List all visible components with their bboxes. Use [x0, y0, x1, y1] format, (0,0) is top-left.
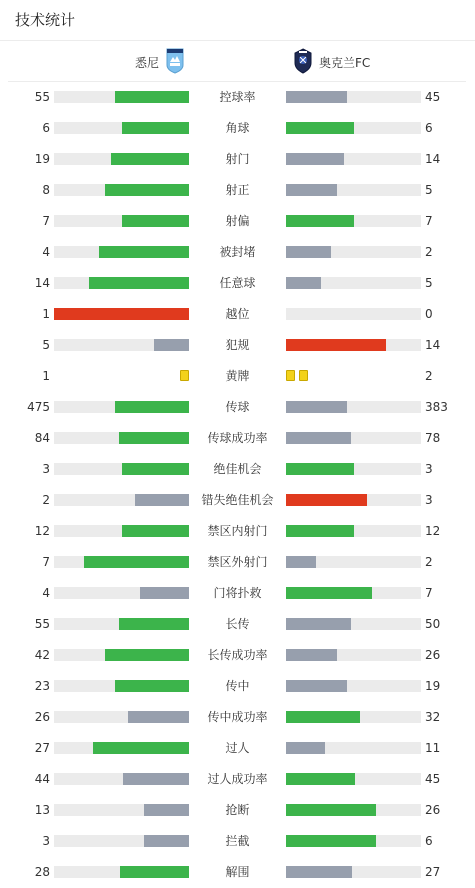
away-stat-value: 45: [425, 90, 441, 104]
title-divider: [0, 40, 475, 41]
home-stat-bar-fill: [119, 618, 189, 630]
away-stat-bar: [286, 556, 421, 568]
away-stat-bar-fill: [286, 215, 354, 227]
away-stat-value: 7: [425, 214, 433, 228]
auckland-fc-crest-icon: [293, 48, 313, 77]
home-stat-bar: [54, 494, 189, 506]
home-stat-bar-fill: [115, 680, 189, 692]
home-stat-bar-fill: [89, 277, 189, 289]
away-stat-bar-fill: [286, 246, 331, 258]
home-stat-value: 23: [34, 679, 50, 693]
home-stat-bar: [54, 184, 189, 196]
home-stat-value: 55: [34, 90, 50, 104]
home-stat-bar-fill: [122, 463, 190, 475]
stat-row: [0, 82, 475, 113]
stat-row: [0, 826, 475, 857]
away-stat-bar: [286, 773, 421, 785]
home-stat-bar: [54, 122, 189, 134]
home-stat-value: 55: [34, 617, 50, 631]
home-stat-bar-fill: [120, 866, 189, 878]
away-stat-bar-fill: [286, 91, 347, 103]
away-stat-bar: [286, 525, 421, 537]
away-stat-bar-fill: [286, 525, 354, 537]
away-stat-bar-fill: [286, 711, 360, 723]
home-stat-bar-fill: [54, 308, 189, 320]
home-stat-bar: [54, 463, 189, 475]
stat-row: [0, 485, 475, 516]
stat-row: [0, 206, 475, 237]
home-stat-bar-fill: [123, 773, 189, 785]
stat-row: [0, 330, 475, 361]
away-stat-value: 6: [425, 121, 433, 135]
away-stat-bar-fill: [286, 866, 352, 878]
away-stat-bar: [286, 277, 421, 289]
stat-row: [0, 795, 475, 826]
home-stat-bar-fill: [135, 494, 189, 506]
stat-row: [0, 702, 475, 733]
home-stat-value: 19: [34, 152, 50, 166]
away-stat-bar: [286, 618, 421, 630]
away-stat-bar-fill: [286, 339, 386, 351]
away-stat-value: 5: [425, 276, 433, 290]
stat-row: [0, 547, 475, 578]
stat-label: 禁区内射门: [207, 524, 268, 538]
home-stat-bar: [54, 742, 189, 754]
away-stat-bar-fill: [286, 494, 367, 506]
home-stat-value: 475: [27, 400, 50, 414]
home-stat-bar: [54, 153, 189, 165]
away-stat-bar: [286, 494, 421, 506]
away-stat-bar: [286, 246, 421, 258]
home-stat-bar: [54, 587, 189, 599]
home-stat-bar: [54, 804, 189, 816]
home-stat-value: 3: [42, 462, 50, 476]
home-stat-bar-fill: [119, 432, 189, 444]
away-stat-bar: [286, 649, 421, 661]
home-stat-value: 7: [42, 214, 50, 228]
away-stat-bar-fill: [286, 122, 354, 134]
home-stat-bar: [54, 649, 189, 661]
stat-row: [0, 609, 475, 640]
stat-row: [0, 113, 475, 144]
away-stat-bar: [286, 587, 421, 599]
away-stat-bar: [286, 835, 421, 847]
home-stat-bar: [54, 308, 189, 320]
away-stat-value: 11: [425, 741, 441, 755]
home-team-name: 悉尼: [134, 55, 159, 70]
stat-label: 门将扑救: [213, 586, 262, 600]
home-stat-bar: [54, 773, 189, 785]
stat-row: [0, 640, 475, 671]
away-stat-bar: [286, 339, 421, 351]
home-stat-bar: [54, 339, 189, 351]
home-stat-bar: [54, 618, 189, 630]
away-stat-value: 0: [425, 307, 433, 321]
home-stat-bar: [54, 866, 189, 878]
home-stat-bar-fill: [122, 215, 190, 227]
away-stat-value: 7: [425, 586, 433, 600]
home-stat-value: 84: [34, 431, 50, 445]
home-stat-bar-fill: [115, 91, 189, 103]
yellow-card-icon: [299, 370, 308, 381]
home-stat-bar-fill: [128, 711, 189, 723]
away-stat-value: 27: [425, 865, 441, 879]
stat-row: [0, 516, 475, 547]
home-stat-value: 2: [42, 493, 50, 507]
home-stat-value: 8: [42, 183, 50, 197]
home-stat-bar: [54, 556, 189, 568]
home-stat-bar-fill: [144, 835, 189, 847]
stat-label: 传中成功率: [207, 710, 268, 724]
home-stat-bar-fill: [122, 525, 190, 537]
away-stat-bar: [286, 463, 421, 475]
stat-label: 错失绝佳机会: [201, 493, 274, 507]
stat-label: 被封堵: [219, 245, 256, 259]
away-stat-bar: [286, 804, 421, 816]
home-stat-bar: [54, 91, 189, 103]
stat-label: 黄牌: [225, 369, 250, 383]
stat-label: 过人成功率: [207, 772, 268, 786]
stat-label: 射门: [225, 152, 250, 166]
away-stat-bar-fill: [286, 401, 347, 413]
away-stat-bar: [286, 742, 421, 754]
team-header: [0, 46, 475, 78]
stat-row: [0, 268, 475, 299]
stat-row: [0, 299, 475, 330]
stat-label: 绝佳机会: [213, 462, 262, 476]
stat-label: 过人: [225, 741, 250, 755]
stat-row: [0, 423, 475, 454]
stat-label: 射偏: [225, 214, 250, 228]
away-stat-value: 26: [425, 648, 441, 662]
away-stat-bar-fill: [286, 184, 337, 196]
home-stat-value: 1: [42, 369, 50, 383]
away-stat-bar-fill: [286, 618, 351, 630]
home-stat-bar: [54, 277, 189, 289]
home-stat-value: 7: [42, 555, 50, 569]
home-stat-bar: [54, 711, 189, 723]
away-stat-value: 14: [425, 338, 441, 352]
home-stat-bar: [54, 680, 189, 692]
away-stat-value: 2: [425, 369, 433, 383]
stat-label: 越位: [225, 307, 250, 321]
stat-row: [0, 857, 475, 888]
stat-label: 拦截: [225, 834, 250, 848]
home-stat-bar: [54, 835, 189, 847]
home-stat-value: 3: [42, 834, 50, 848]
home-stat-bar-fill: [115, 401, 189, 413]
stat-row: [0, 237, 475, 268]
stat-label: 传球: [225, 400, 250, 414]
stat-row: [0, 578, 475, 609]
away-stat-bar-fill: [286, 680, 347, 692]
away-stat-bar: [286, 91, 421, 103]
home-stat-value: 12: [34, 524, 50, 538]
away-stat-bar: [286, 308, 421, 320]
stat-label: 传中: [225, 679, 250, 693]
home-stat-bar-fill: [140, 587, 189, 599]
stat-label: 传球成功率: [207, 431, 268, 445]
away-stat-value: 383: [425, 400, 448, 414]
away-stat-bar-fill: [286, 432, 351, 444]
home-stat-bar-fill: [93, 742, 189, 754]
away-stat-value: 32: [425, 710, 441, 724]
home-stat-bar-fill: [154, 339, 189, 351]
stat-label: 角球: [225, 121, 250, 135]
away-stat-bar: [286, 432, 421, 444]
stat-row: [0, 392, 475, 423]
home-stat-bar: [54, 525, 189, 537]
home-stat-value: 14: [34, 276, 50, 290]
home-stat-value: 1: [42, 307, 50, 321]
away-stat-value: 26: [425, 803, 441, 817]
home-stat-value: 13: [34, 803, 50, 817]
home-stat-bar-fill: [99, 246, 189, 258]
stat-label: 射正: [225, 183, 250, 197]
stat-row: [0, 671, 475, 702]
away-stat-value: 2: [425, 245, 433, 259]
stat-row: [0, 764, 475, 795]
away-stat-value: 5: [425, 183, 433, 197]
home-stat-bar-fill: [111, 153, 189, 165]
home-team[interactable]: [135, 46, 185, 78]
away-stat-bar: [286, 711, 421, 723]
away-yellow-cards: [286, 370, 308, 382]
home-stat-bar-fill: [105, 649, 189, 661]
home-stat-bar: [54, 432, 189, 444]
home-stat-bar-fill: [122, 122, 190, 134]
away-stat-bar-fill: [286, 835, 376, 847]
stat-row: [0, 733, 475, 764]
away-team-name: 奥克兰FC: [319, 55, 371, 70]
away-stat-value: 19: [425, 679, 441, 693]
stat-label: 解围: [225, 865, 250, 879]
away-stat-bar-fill: [286, 277, 321, 289]
home-stat-value: 44: [34, 772, 50, 786]
home-stat-value: 26: [34, 710, 50, 724]
away-stat-value: 14: [425, 152, 441, 166]
stat-row: [0, 361, 475, 392]
away-stat-value: 12: [425, 524, 441, 538]
away-stat-value: 50: [425, 617, 441, 631]
home-stat-bar: [54, 401, 189, 413]
away-stat-bar-fill: [286, 773, 355, 785]
yellow-card-icon: [180, 370, 189, 381]
away-stat-bar: [286, 401, 421, 413]
away-stat-bar-fill: [286, 587, 372, 599]
away-stat-bar-fill: [286, 649, 337, 661]
away-stat-bar-fill: [286, 153, 344, 165]
away-stat-bar-fill: [286, 742, 325, 754]
away-stat-value: 3: [425, 493, 433, 507]
away-team[interactable]: [293, 46, 370, 78]
away-stat-bar: [286, 866, 421, 878]
away-stat-value: 78: [425, 431, 441, 445]
home-stat-bar-fill: [105, 184, 189, 196]
stat-label: 抢断: [225, 803, 250, 817]
home-stat-value: 5: [42, 338, 50, 352]
stat-row: [0, 175, 475, 206]
stat-label: 长传: [225, 617, 250, 631]
away-stat-value: 2: [425, 555, 433, 569]
away-stat-bar-fill: [286, 556, 316, 568]
home-stat-value: 6: [42, 121, 50, 135]
away-stat-bar: [286, 680, 421, 692]
stat-label: 任意球: [219, 276, 256, 290]
away-stat-bar: [286, 122, 421, 134]
home-stat-bar: [54, 215, 189, 227]
home-stat-bar-fill: [144, 804, 189, 816]
away-stat-bar: [286, 215, 421, 227]
stat-label: 长传成功率: [207, 648, 268, 662]
home-stat-value: 27: [34, 741, 50, 755]
stat-label: 禁区外射门: [207, 555, 268, 569]
home-stat-bar: [54, 246, 189, 258]
away-stat-bar-fill: [286, 804, 376, 816]
away-stat-value: 3: [425, 462, 433, 476]
stat-row: [0, 454, 475, 485]
home-stat-value: 4: [42, 586, 50, 600]
stat-label: 控球率: [219, 90, 256, 104]
away-stat-bar-fill: [286, 463, 354, 475]
away-stat-bar: [286, 184, 421, 196]
home-stat-value: 28: [34, 865, 50, 879]
away-stat-value: 6: [425, 834, 433, 848]
away-stat-value: 45: [425, 772, 441, 786]
home-stat-value: 42: [34, 648, 50, 662]
stat-row: [0, 144, 475, 175]
sydney-fc-crest-icon: [165, 48, 185, 77]
yellow-card-icon: [286, 370, 295, 381]
stat-label: 犯规: [225, 338, 250, 352]
home-yellow-cards: [180, 370, 189, 382]
page-title: 技术统计: [15, 11, 76, 29]
away-stat-bar: [286, 153, 421, 165]
stats-list: [0, 82, 475, 888]
home-stat-value: 4: [42, 245, 50, 259]
home-stat-bar-fill: [84, 556, 189, 568]
